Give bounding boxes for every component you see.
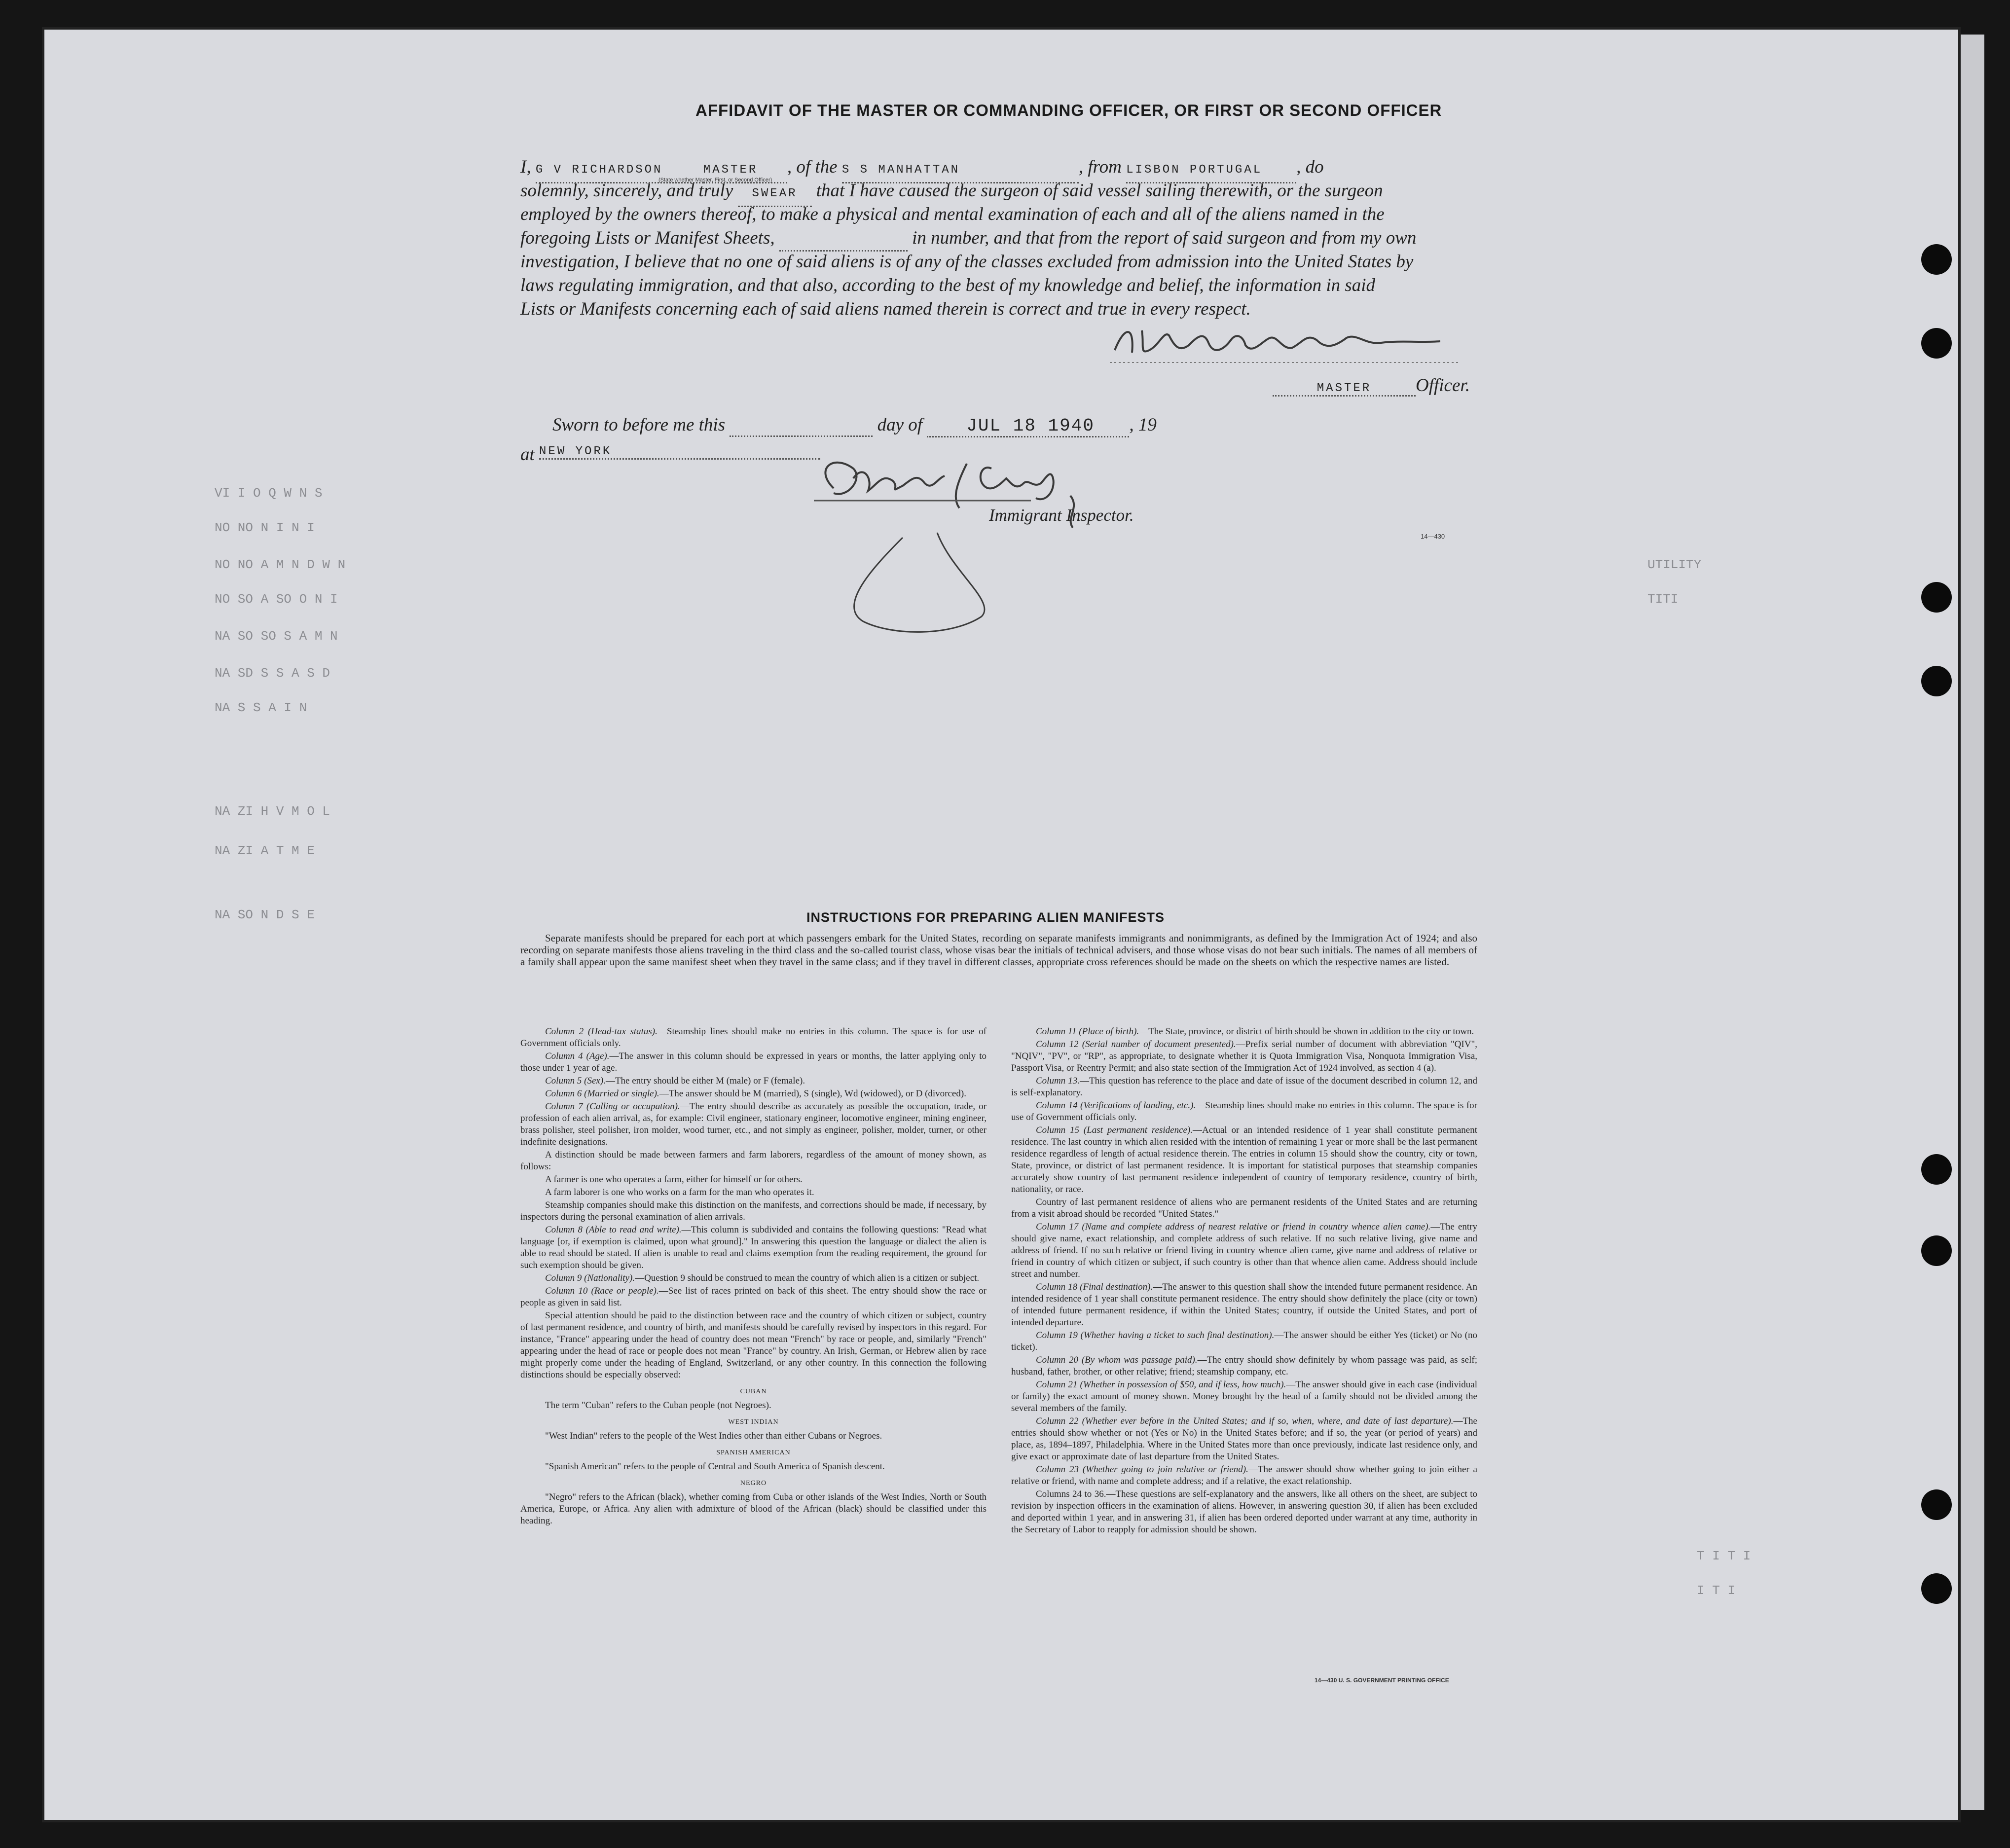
instructions-paragraph — [1011, 1379, 1477, 1414]
affidavit-line-1: I, G V RICHARDSON MASTER , of the S S MANHATTAN , from LISBON PORTUGAL , do — [520, 155, 1324, 183]
number-field — [779, 226, 908, 252]
paragraph-heading: Column 5 (Sex). — [545, 1076, 606, 1086]
instructions-paragraph — [520, 1026, 987, 1050]
paragraph-text: —The entry should be either M (male) or F (female). — [605, 1076, 805, 1086]
instructions-paragraph — [1011, 1039, 1477, 1074]
instructions-paragraph — [520, 1187, 987, 1198]
instructions-paragraph — [1011, 1196, 1477, 1220]
paragraph-text: —The entries should show whether or not (Yes or No) in the United States before; and if so, the year (or period of years) and place, as, 1894–1897, Philadelphia. Where in the United States more than once previously, indicate last residence only, and give exact or approximate date of last departure from the United States. — [1011, 1416, 1477, 1462]
affidavit-line-7: Lists or Manifests concerning each of said aliens named therein is correct and true in every respect. — [520, 299, 1251, 319]
paragraph-text: —Steamship lines should make no entries in this column. The space is for use of Government officials only. — [520, 1026, 987, 1049]
paragraph-text: —The answer should show whether going to join either a relative or friend, with name and complete address; and if a relative, the exact relationship. — [1011, 1464, 1477, 1486]
affidavit-line-3: employed by the owners thereof, to make a physical and mental examination of each and all of the aliens named in the — [520, 204, 1385, 224]
instructions-subheading: SPANISH AMERICAN — [716, 1449, 791, 1456]
instructions-left-column — [520, 1026, 987, 1528]
instructions-paragraph — [1011, 1354, 1477, 1378]
instructions-right-column — [1011, 1026, 1477, 1537]
instructions-paragraph — [520, 1174, 987, 1186]
date-stamp: JUL 18 1940 — [927, 416, 1129, 437]
paragraph-heading: Column 9 (Nationality). — [545, 1273, 635, 1283]
binder-hole — [1921, 244, 1952, 275]
affidavit-line-4: foregoing Lists or Manifest Sheets, in number, and that from the report of said surgeon and from my own — [520, 226, 1416, 252]
instructions-paragraph — [1011, 1488, 1477, 1536]
paragraph-text: —The answer to this question shall show the intended future permanent residence. An intended residence of 1 year shall constitute permanent residence. The entry should show definitely the place (city or town) of intended future permanent residence, if within the United States; country, if outside the United States, and port of intended departure. — [1011, 1282, 1477, 1328]
affidavit-line-5: investigation, I believe that no one of said aliens is of any of the classes excluded from admission into the United States by — [520, 252, 1414, 272]
instructions-paragraph — [520, 1051, 987, 1074]
paragraph-heading: Column 10 (Race or people). — [545, 1286, 659, 1296]
instructions-paragraph — [520, 1310, 987, 1381]
rank-note: (State whether Master, First, or Second Officer) — [658, 177, 772, 183]
inspector-label: Immigrant Inspector. — [989, 506, 1134, 525]
paragraph-heading: Column 12 (Serial number of document presented). — [1036, 1039, 1236, 1050]
paragraph-text: "Negro" refers to the African (black), whether coming from Cuba or other islands of the West Indies, North or South America, Europe, or Africa. Any alien with admixture of blood of the African (black) should be classified under this heading. — [520, 1492, 987, 1526]
paragraph-text: A farmer is one who operates a farm, either for himself or for others. — [545, 1174, 803, 1185]
instructions-paragraph — [1011, 1124, 1477, 1196]
binder-hole — [1921, 328, 1952, 359]
paragraph-heading: Column 2 (Head-tax status). — [545, 1026, 658, 1037]
paragraph-heading: Column 23 (Whether going to join relative or friend). — [1036, 1464, 1248, 1475]
officer-rank-field: MASTER — [703, 158, 787, 183]
paragraph-text: —The entry should show definitely by whom passage was paid, as self; husband, father, brother, or other relative; friend; steamship company, etc. — [1011, 1355, 1478, 1377]
paragraph-text: —The answer should give in each case (individual or family) the exact amount of money shown. Money brought by the head of a family should not be divided among the several members of the family. — [1011, 1379, 1477, 1413]
paragraph-heading: Column 17 (Name and complete address of nearest relative or friend in country whence alien came). — [1036, 1222, 1431, 1232]
paragraph-heading: Column 11 (Place of birth). — [1036, 1026, 1139, 1037]
paragraph-text: A distinction should be made between farmers and farm laborers, regardless of the amount of money shown, as follows: — [520, 1150, 987, 1172]
vessel-field: S S MANHATTAN — [842, 158, 1079, 183]
oath-field: SWEAR — [738, 182, 812, 207]
paragraph-text: "Spanish American" refers to the people of Central and South America of Spanish descent. — [545, 1461, 885, 1472]
instructions-paragraph — [1011, 1221, 1477, 1280]
binder-hole — [1921, 1489, 1952, 1520]
instructions-paragraph — [1011, 1075, 1477, 1099]
sworn-day-field — [730, 414, 873, 437]
paragraph-heading: Column 20 (By whom was passage paid). — [1036, 1355, 1198, 1365]
instructions-paragraph — [520, 1400, 987, 1412]
affidavit-line-2: solemnly, sincerely, and truly SWEAR that I have caused the surgeon of said vessel sailing therewith, or the surgeon — [520, 179, 1383, 207]
paragraph-text: —The answer should be either Yes (ticket) or No (no ticket). — [1011, 1330, 1477, 1352]
paragraph-heading: Column 22 (Whether ever before in the United States; and if so, when, where, and date of last departure). — [1036, 1416, 1454, 1426]
paragraph-text: The term "Cuban" refers to the Cuban people (not Negroes). — [545, 1400, 771, 1411]
paragraph-text: —The entry should give name, exact relationship, and complete address of such relative. If no such relative living, give name and address of friend. If no such relative or friend living in country whence alien came, give name and address of relative or friend in country of which citizen or subject, if such country is other than that whence alien came. Address should include street and number. — [1011, 1222, 1478, 1279]
paragraph-text: Columns 24 to 36.—These questions are self-explanatory and the answers, like all others on the sheet, are subject to revision by inspection officers in the examination of aliens. However, in answering question 30, if alien has been excluded and deported within 1 year, and in answering 31, if alien has been ordered deported under warrant at any time, authority in the Secretary of Labor to reapply for admission should be shown. — [1011, 1489, 1477, 1535]
officer-signature-line: MASTER Officer. — [1273, 375, 1470, 397]
instructions-paragraph — [1011, 1281, 1477, 1329]
inspector-signature — [804, 449, 1125, 656]
paragraph-text: —The answer in this column should be expressed in years or months, the latter applying only to those under 1 year of age. — [520, 1051, 987, 1073]
paragraph-text: —The State, province, or district of birth should be shown in addition to the city or town. — [1139, 1026, 1474, 1037]
instructions-title: INSTRUCTIONS FOR PREPARING ALIEN MANIFESTS — [806, 910, 1165, 925]
instructions-subheading: NEGRO — [740, 1480, 767, 1487]
paragraph-heading: Column 18 (Final destination). — [1036, 1282, 1153, 1292]
paragraph-text: —The entry should describe as accurately as possible the occupation, trade, or profession of each alien arrival, as, for example: Civil engineer, stationary engineer, locomotive engineer, mining engineer, brass polisher, steel polisher, iron molder, wood turner, etc., and not simply as engineer, polisher, molder, turner, or other indefinite designations. — [520, 1101, 987, 1147]
paragraph-text: —This question has reference to the place and date of issue of the document described in column 12, and is self-explanatory. — [1011, 1076, 1477, 1098]
paragraph-text: —See list of races printed on back of this sheet. The entry should show the race or people as given in said list. — [520, 1286, 987, 1308]
affidavit-title: AFFIDAVIT OF THE MASTER OR COMMANDING OFFICER, OR FIRST OR SECOND OFFICER — [695, 101, 1442, 119]
instructions-paragraph — [520, 1285, 987, 1309]
paragraph-text: —Actual or an intended residence of 1 year shall constitute permanent residence. The last country in which alien resided with the intention of remaining 1 year or more shall be the last permanent residence regardless of length of actual residence therein. The entries in column 15 should show the country, city or town, State, province, or district of last permanent residence. It is important for statistical purposes that steamship companies accurately show country of last permanent residence independent of country of temporary residence, country of birth, nationality, or race. — [1011, 1125, 1477, 1195]
instructions-paragraph — [520, 1224, 987, 1271]
binder-hole — [1921, 1573, 1952, 1604]
binder-hole — [1921, 1154, 1952, 1185]
instructions-paragraph — [520, 1149, 987, 1173]
paragraph-text: —Steamship lines should make no entries in this column. The space is for use of Government officials only. — [1011, 1100, 1478, 1123]
instructions-paragraph — [520, 1088, 987, 1100]
paragraph-heading: Column 8 (Able to read and write). — [545, 1225, 682, 1235]
instructions-subheading: CUBAN — [740, 1388, 767, 1395]
instructions-paragraph — [520, 1430, 987, 1442]
paragraph-text: Steamship companies should make this distinction on the manifests, and corrections should be made, if necessary, by inspectors during the personal examination of alien arrivals. — [520, 1200, 987, 1222]
instructions-paragraph — [520, 1101, 987, 1148]
instructions-paragraph — [1011, 1415, 1477, 1463]
paragraph-heading: Column 13. — [1036, 1076, 1080, 1086]
instructions-paragraph — [520, 1491, 987, 1527]
paragraph-text: "West Indian" refers to the people of the West Indies other than either Cubans or Negroes. — [545, 1431, 882, 1441]
paragraph-heading: Column 7 (Calling or occupation). — [545, 1101, 680, 1112]
instructions-paragraph — [1011, 1330, 1477, 1353]
paragraph-heading: Column 4 (Age). — [545, 1051, 610, 1061]
instructions-paragraph — [1011, 1100, 1477, 1123]
master-signature — [1105, 316, 1480, 370]
paragraph-heading: Column 14 (Verifications of landing, etc.). — [1036, 1100, 1196, 1111]
paragraph-heading: Column 6 (Married or single). — [545, 1088, 659, 1099]
instructions-paragraph — [520, 1461, 987, 1473]
paragraph-text: Country of last permanent residence of aliens who are permanent residents of the United States and are returning from a visit abroad should be recorded "United States." — [1011, 1197, 1477, 1219]
paragraph-text: —Prefix serial number of document with abbreviation "QIV", "NQIV", "PV", or "RP", as appropriate, to designate whether it is Quota Immigration Visa, Nonquota Immigration Visa, Passport Visa, or Reentry Permit; and also state section of the Immigration Act of 1924 involved, as section 4 (a). — [1011, 1039, 1477, 1073]
paragraph-text: A farm laborer is one who works on a farm for the man who operates it. — [545, 1187, 814, 1197]
instructions-intro: Separate manifests should be prepared for each port at which passengers embark for the United States, recording on separate manifests immigrants and nonimmigrants, as defined by the Immigration Act of 1924; and also recording on separate manifests those aliens traveling in the third class and the so-called tourist class, whose visas bear the initials of technical advisers, and those whose visas do not bear such initials. The names of all members of a family shall appear upon the same manifest sheet when they travel in the same class; and if they travel in different classes, appropriate cross references should be made on the sheets on which the respective names are listed. — [520, 932, 1477, 968]
paragraph-heading: Column 19 (Whether having a ticket to such final destination). — [1036, 1330, 1275, 1341]
paragraph-text: Special attention should be paid to the distinction between race and the country of which citizen or subject, country of last permanent residence, and country of birth, and manifests should be carefully revised by inspectors in this regard. For instance, "France" appearing under the head of country does not mean "French" by race or people, and, similarly "French" appearing under the head of race or people does not mean "France" by country. An Irish, German, or Hebrew alien by race might properly come under the heading of England, Switzerland, or any other country. In this connection the following distinctions should be especially observed: — [520, 1310, 987, 1380]
instructions-paragraph — [520, 1075, 987, 1087]
printing-office-footer: 14—430 U. S. GOVERNMENT PRINTING OFFICE — [1315, 1677, 1449, 1684]
affidavit-sheet: VI I O Q W N S NO NO N I N I NO NO A M N D W N NO SO A SO O N I NA SO SO S A M N NA SD S S A S D NA S S A I N NA ZI H V M O L NA ZI A T M E NA SO N D S E UTILITY TITI T I T I I T I AFFIDAVIT OF THE MASTER OR COMMANDING OFFICER, OR FIRST OR SECOND OFFICER I, G V RICHARDSON MASTER , of the S S MANHATTAN , from LISBON PORTUGAL , do (State whether Master, First, or Second Officer) solemnly, sincerely, and truly SWEAR that I have caused the surgeon of said vessel sailing therewith, or the surgeon employed by the owners thereof, to make a physical and mental examination of each and all of the aliens named in the foregoing Lists or Manifest Sheets, in number, and that from the report of said surgeon and from my own investigation, I believe that no one of said aliens is of any of the classes excluded from admission into the United States by laws regulating immigration, and that also, according to the best of my knowledge and belief, the information in said Lists or Manifests concerning each of said aliens named therein is correct and true in every respect. MASTER Officer. Sworn to before me this day of JUL 18 1940 , 19 at NEW YORK Immigrant Inspector. 14—430 INSTRUCTIONS FOR PREPARING ALIEN MANIFESTS Separate manifests should be prepared for each port at which passengers embark for the United States, recording on separate manifests immigrants and nonimmigrants, as defined by the Immigration Act of 1924; and also recording on separate manifests those aliens traveling in the third class and the so-called tourist class, whose visas bear the initials of technical advisers, and those whose visas do not bear such initials. The names of all members of a family shall appear upon the same manifest sheet when they travel in the same class; and if they travel in different classes, appropriate cross references should be made on the sheets on which the respective names are listed. Column 2 (Head-tax status).—Steamship lines should make no entries in this column. The space is for use of Government officials only. Column 4 (Age).—The answer in this column should be expressed in years or months, the latter applying only to those under 1 year of age. Column 5 (Sex).—The entry should be either M (male) or F (female). Column 6 (Married or single).—The answer should be M (married), S (single), Wd (widowed), or D (divorced). Column 7 (Calling or occupation).—The entry should describe as accurately as possible the occupation, trade, or profession of each alien arrival, as, for example: Civil engineer, stationary engineer, locomotive engineer, mining engineer, brass polisher, steel polisher, iron molder, wood turner, etc., and not simply as engineer, polisher, molder, turner, or other indefinite designations. A distinction should be made between farmers and farm laborers, regardless of the amount of money shown, as follows: A farmer is one who operates a farm, either for himself or for others. A farm laborer is one who works on a farm for the man who operates it. Steamship companies should make this distinction on the manifests, and corrections should be made, if necessary, by inspectors during the personal examination of alien arrivals. Column 8 (Able to read and write).—This column is subdivided and contains the following questions: "Read what language [or, if exemption is claimed, upon what ground]." In answering this question the language or dialect the alien is able to read should be stated. If alien is unable to read and claims exemption from the reading requirement, the ground for such exemption should be given. Column 9 (Nationality).—Question 9 should be construed to mean the country of which alien is a citizen or subject. Column 10 (Race or people).—See list of races printed on back of this sheet. The entry should show the race or people as given in said list. Special attention should be paid to the distinction between race and the country of which citizen or subject, country of last permanent residence, and country of birth, and manifests should be carefully revised by inspectors in this regard. For instance, "France" appearing under the head of country does not mean "French" by race or people, and, similarly "French" appearing under the head of race or people does not mean "France" by country. An Irish, German, or Hebrew alien by race might properly come under the heading of England, Switzerland, or any other country. In this connection the following distinctions should be especially observed: CUBAN The term "Cuban" refers to the Cuban people (not Negroes). WEST INDIAN "West Indian" refers to the people of the West Indies other than either Cubans or Negroes. SPANISH AMERICAN "Spanish American" refers to the people of Central and South America of Spanish descent. NEGRO "Negro" refers to the African (black), whether coming from Cuba or other islands of the West Indies, North or South America, Europe, or Africa. Any alien with admixture of blood of the African (black) should be classified under this heading. Column 11 (Place of birth).—The State, province, or district of birth should be shown in addition to the city or town. Column 12 (Serial number of document presented).—Prefix serial number of document with abbreviation "QIV", "NQIV", "PV", or "RP", as appropriate, to designate whether it is Quota Immigration Visa, Nonquota Immigration Visa, Passport Visa, or Reentry Permit; and also state section of the Immigration Act of 1924 involved, as section 4 (a). Column 13.—This question has reference to the place and date of issue of the document described in column 12, and is self-explanatory. Column 14 (Verifications of landing, etc.).—Steamship lines should make no entries in this column. The space is for use of Government officials only. Column 15 (Last permanent residence).—Actual or an intended residence of 1 year shall constitute permanent residence. The last country in which alien resided with the intention of remaining 1 year or more shall be the last permanent residence regardless of length of actual residence therein. The entries in column 15 should show the country, city or town, State, province, or district of last permanent residence. It is important for statistical purposes that steamship companies accurately show country of last permanent residence independent of country of temporary residence, country of birth, nationality, or race. Country of last permanent residence of aliens who are permanent residents of the United States and are returning from a visit abroad should be recorded "United States." Column 17 (Name and complete address of nearest relative or friend in country whence alien came).—The entry should give name, exact relationship, and complete address of such relative. If no such relative living, give name and address of friend. If no such relative or friend living in country whence alien came, give name and address of relative or friend in country of which citizen or subject, if such country is other than that whence alien came. Address should include street and number. Column 18 (Final destination).—The answer to this question shall show the intended future permanent residence. An intended residence of 1 year shall constitute permanent residence. The entry should show definitely the place (city or town) of intended future permanent residence, if within the United States; country, if outside the United States, and port of intended departure. Column 19 (Whether having a ticket to such final destination).—The answer should be either Yes (ticket) or No (no ticket). Column 20 (By whom was passage paid).—The entry should show definitely by whom passage was paid, as self; husband, father, brother, or other relative; friend; steamship company, etc. Column 21 (Whether in possession of $50, and if less, how much).—The answer should give in each case (individual or family) the exact amount of money shown. Money brought by the head of a family should not be divided among the several members of the family. Column 22 (Whether ever before in the United States; and if so, when, where, and date of last departure).—The entries should show whether or not (Yes or No) in the United States before; and if so, the year (or period of years) and place, as, 1894–1897, Philadelphia. Where in the United States more than once previously, indicate last residence only, and give exact or approximate date of last departure from the United States. Column 23 (Whether going to join relative or friend).—The answer should show whether going to join either a relative or friend, with name and complete address; and if a relative, the exact relationship. Columns 24 to 36.—These questions are self-explanatory and the answers, like all others on the sheet, are subject to revision by inspection officers in the examination of aliens. However, in answering question 30, if alien has been excluded and deported within 1 year, and in answering 31, if alien has been ordered deported under warrant at any time, authority in the Secretary of Labor to reapply for admission should be shown. 14—430 U. S. GOVERNMENT PRINTING OFFICE — [42, 27, 1961, 1822]
paragraph-text: —This column is subdivided and contains the following questions: "Read what language [or, if exemption is claimed, upon what ground]." In answering this question the language or dialect the alien is able to read should be stated. If alien is unable to read and claims exemption from the reading requirement, the ground for such exemption should be given. — [520, 1225, 987, 1270]
sworn-line: Sworn to before me this day of JUL 18 1940 , 19 — [552, 414, 1157, 437]
place-field: NEW YORK — [539, 445, 820, 460]
signature-rank: MASTER — [1273, 382, 1416, 397]
paragraph-text: —Question 9 should be construed to mean the country of which alien is a citizen or subject. — [635, 1273, 980, 1283]
officer-name-field: G V RICHARDSON — [536, 158, 703, 183]
affidavit-line-6: laws regulating immigration, and that also, according to the best of my knowledge and belief, the information in said — [520, 275, 1376, 295]
paragraph-text: —The answer should be M (married), S (single), Wd (widowed), or D (divorced). — [659, 1088, 966, 1099]
form-number: 14—430 — [1421, 533, 1445, 540]
paragraph-heading: Column 15 (Last permanent residence). — [1036, 1125, 1193, 1135]
binder-hole — [1921, 666, 1952, 696]
instructions-paragraph — [1011, 1026, 1477, 1038]
binder-hole — [1921, 582, 1952, 613]
place-line: at NEW YORK — [520, 444, 820, 465]
instructions-subheading: WEST INDIAN — [728, 1418, 779, 1426]
instructions-paragraph — [520, 1272, 987, 1284]
instructions-paragraph — [1011, 1464, 1477, 1487]
paragraph-heading: Column 21 (Whether in possession of $50, and if less, how much). — [1036, 1379, 1286, 1390]
port-field: LISBON PORTUGAL — [1126, 158, 1296, 183]
binder-hole — [1921, 1235, 1952, 1266]
instructions-paragraph — [520, 1199, 987, 1223]
